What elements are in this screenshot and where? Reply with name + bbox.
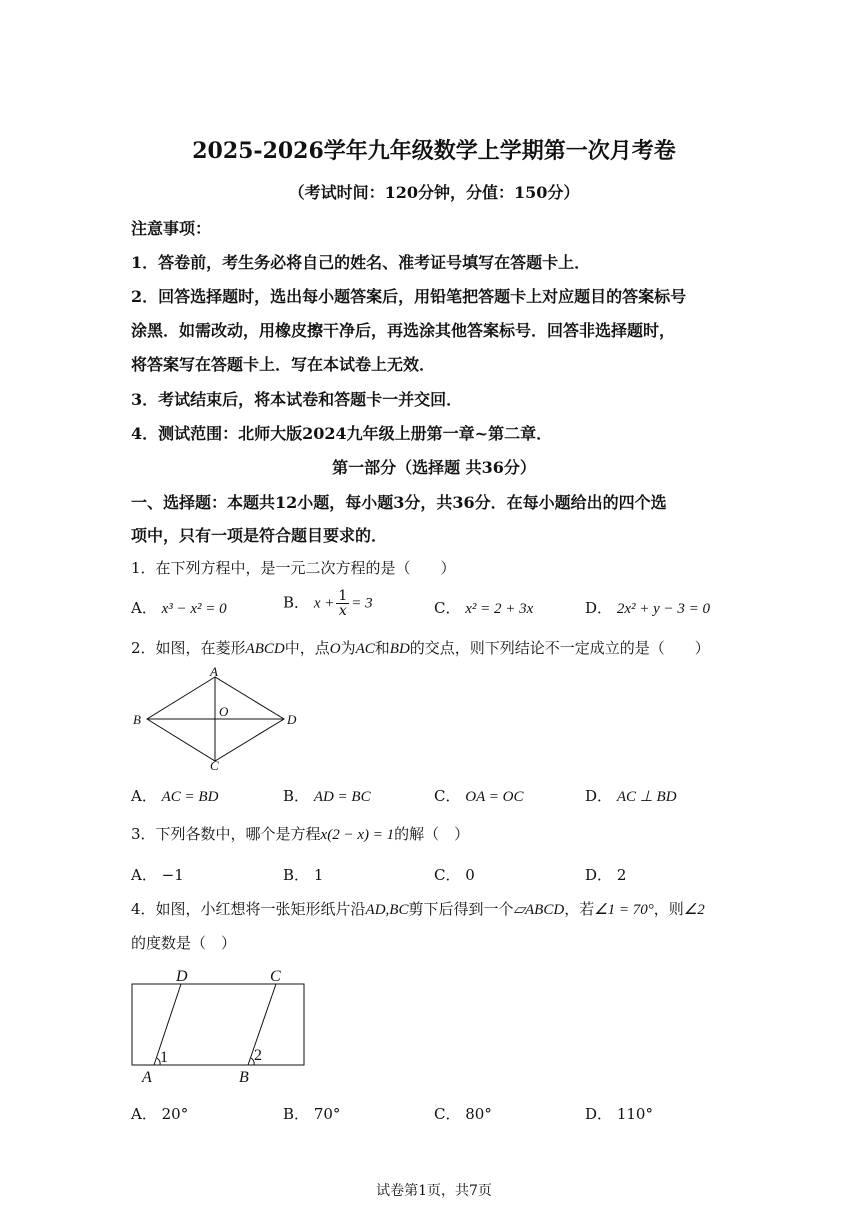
stem-text: 4．如图，小红想将一张矩形纸片沿: [131, 900, 366, 918]
notice-heading: 注意事项：: [131, 219, 212, 238]
q1-option-b: [283, 589, 373, 618]
exam-title: 2025-2026学年九年级数学上学期第一次月考卷: [192, 138, 676, 164]
stem-math: AD,BC: [365, 902, 409, 918]
option-expression: AC ⊥ BD: [616, 789, 677, 805]
stem-text: ，若: [564, 900, 595, 918]
option-expression: AC = BD: [161, 789, 219, 805]
vertex-label-d: D: [176, 968, 188, 985]
option-value: 0: [465, 866, 475, 884]
option-label: C．: [434, 1105, 461, 1123]
option-label: C．: [434, 866, 461, 884]
exam-subtitle: （考试时间：120分钟，分值：150分）: [288, 183, 580, 202]
stem-text: 3．下列各数中，哪个是方程: [131, 825, 321, 843]
vertex-label-a: A: [142, 1069, 152, 1086]
q4-stem-line-2: 的度数是（ ）: [131, 934, 237, 952]
q1-option-c: [434, 597, 533, 618]
stem-math: ABCD: [245, 641, 285, 657]
q3-option-c: [434, 864, 475, 885]
part1-heading: 第一部分（选择题 共36分）: [332, 458, 536, 477]
option-label: A．: [131, 787, 157, 805]
cut-line-bc: [248, 984, 276, 1065]
rhombus-figure: [128, 666, 308, 772]
option-label: B．: [283, 593, 310, 612]
option-label: C．: [434, 787, 461, 805]
vertex-label-d: D: [287, 712, 297, 727]
option-label: A．: [131, 866, 157, 884]
stem-text: 和: [374, 639, 390, 657]
q2-option-a: [131, 785, 218, 806]
q4-option-b: [283, 1103, 340, 1124]
notice-line-1: 1．答卷前，考生务必将自己的姓名、准考证号填写在答题卡上．: [131, 253, 591, 272]
q2-option-b: [283, 785, 371, 806]
option-label: B．: [283, 1105, 310, 1123]
stem-text: ，则: [653, 900, 684, 918]
q3-stem: [131, 823, 469, 844]
q3-option-b: [283, 864, 323, 885]
rectangle-cut-figure: [126, 964, 312, 1086]
stem-math: ▱ABCD: [513, 902, 565, 918]
angle-label-1: 1: [160, 1049, 168, 1066]
option-expression: OA = OC: [465, 789, 524, 805]
q3-option-a: [131, 864, 184, 885]
option-label: D．: [585, 1105, 613, 1123]
q4-stem-line-1: [131, 898, 705, 919]
notice-line-4: 将答案写在答题卡上．写在本试卷上无效．: [131, 355, 436, 374]
option-label: D．: [585, 787, 613, 805]
stem-math: BD: [389, 641, 410, 657]
notice-line-2: 2．回答选择题时，选出每小题答案后，用铅笔把答题卡上对应题目的答案标号: [131, 287, 687, 306]
q4-option-a: [131, 1103, 188, 1124]
option-label: B．: [283, 787, 310, 805]
option-expression: AD = BC: [313, 789, 371, 805]
option-label: D．: [585, 599, 613, 617]
option-label: B．: [283, 866, 310, 884]
option-value: 70°: [313, 1105, 341, 1123]
notice-line-3: 涂黑．如需改动，用橡皮擦干净后，再选涂其他答案标号．回答非选择题时，: [131, 321, 676, 340]
stem-math: ∠1 = 70°: [594, 902, 654, 918]
option-expression: 2x² + y − 3 = 0: [616, 601, 710, 617]
center-label-o: O: [219, 704, 229, 719]
option-value: −1: [161, 866, 184, 884]
option-label: A．: [131, 599, 157, 617]
option-expression: x³ − x² = 0: [161, 601, 227, 617]
q1-option-a: [131, 597, 227, 618]
stem-text: 2．如图，在菱形: [131, 639, 246, 657]
section-instruction-line-1: 一、选择题：本题共12小题，每小题3分，共36分．在每小题给出的四个选: [131, 493, 667, 512]
stem-text: 中，点: [284, 639, 330, 657]
stem-text: 为: [340, 639, 356, 657]
notice-line-5: 3．考试结束后，将本试卷和答题卡一并交回．: [131, 390, 463, 409]
option-value: 20°: [161, 1105, 189, 1123]
q2-option-d: [585, 785, 677, 806]
stem-text: 的交点，则下列结论不一定成立的是（ ）: [409, 639, 710, 657]
option-label: A．: [131, 1105, 157, 1123]
stem-math: ∠2: [683, 902, 705, 918]
vertex-label-c: C: [270, 968, 281, 985]
option-value: 2: [616, 866, 627, 884]
stem-text: 剪下后得到一个: [408, 900, 514, 918]
vertex-label-a: A: [210, 666, 218, 679]
vertex-label-b: B: [239, 1069, 249, 1086]
option-value: 80°: [465, 1105, 492, 1123]
vertex-label-c: C: [210, 758, 219, 772]
option-value: 110°: [616, 1105, 653, 1123]
q4-option-d: [585, 1103, 653, 1124]
option-expression-pre: x +: [313, 595, 335, 612]
q2-option-c: [434, 785, 523, 806]
fraction: [336, 589, 349, 618]
stem-math: O: [329, 641, 341, 657]
stem-text: 的解（ ）: [394, 825, 470, 843]
page-footer: 试卷第1页，共7页: [376, 1183, 492, 1199]
q2-stem: [131, 637, 710, 658]
fraction-denominator: x: [338, 603, 347, 619]
notice-line-6: 4．测试范围：北师大版2024九年级上册第一章~第二章．: [131, 424, 553, 443]
q1-stem: 1．在下列方程中，是一元二次方程的是（ ）: [131, 559, 456, 577]
option-expression-post: = 3: [351, 595, 373, 612]
angle-label-2: 2: [254, 1047, 262, 1064]
option-label: C．: [434, 599, 461, 617]
section-instruction-line-2: 项中，只有一项是符合题目要求的．: [131, 526, 388, 545]
fraction-numerator: 1: [338, 588, 348, 604]
stem-math: AC: [355, 641, 375, 657]
q1-option-d: [585, 597, 710, 618]
option-label: D．: [585, 866, 613, 884]
option-expression: x² = 2 + 3x: [465, 601, 534, 617]
q4-option-c: [434, 1103, 492, 1124]
vertex-label-b: B: [133, 712, 141, 727]
stem-math: x(2 − x) = 1: [320, 827, 395, 843]
q3-option-d: [585, 864, 626, 885]
option-value: 1: [313, 866, 324, 884]
